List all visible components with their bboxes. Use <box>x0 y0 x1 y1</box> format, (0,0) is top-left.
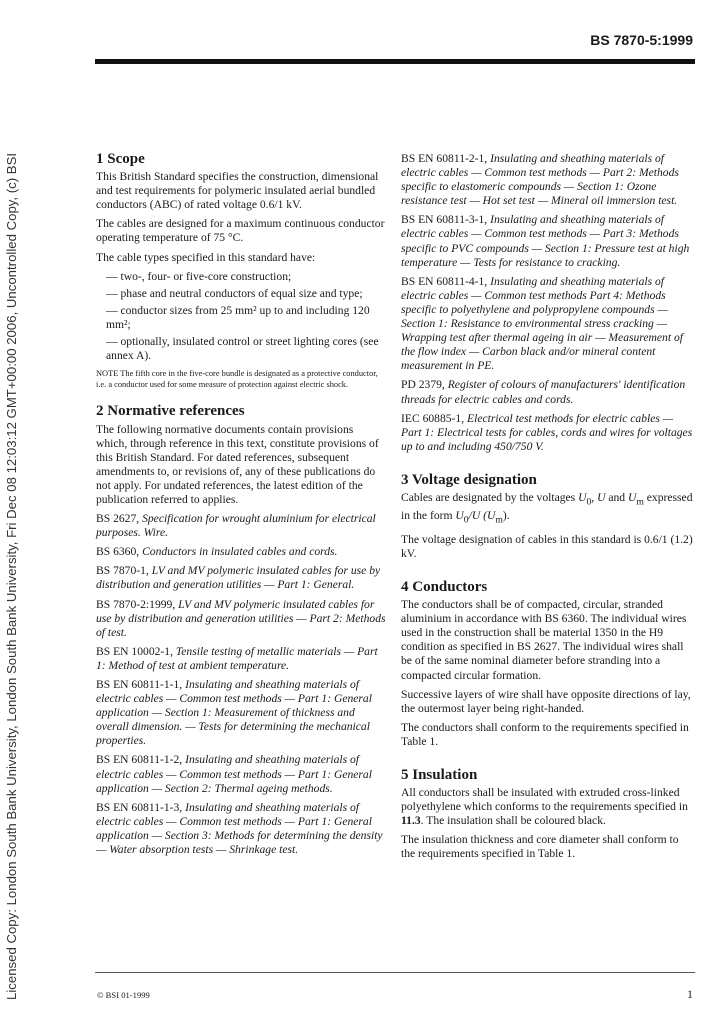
reference-entry: BS 7870-1, LV and MV polymeric insulated cables for use by distribution and generation utilities — Part 1: General. <box>96 564 381 592</box>
section-4-heading: 4 Conductors <box>401 578 488 595</box>
reference-entry: IEC 60885-1, Electrical test methods for electric cables — Part 1: Electrical tests for cables, cords and wires for voltages up to and including 450/750 V. <box>401 411 693 453</box>
section-3-heading: 3 Voltage designation <box>401 471 537 488</box>
reference-entry: BS 6360, Conductors in insulated cables and cords. <box>96 545 338 559</box>
license-banner <box>4 30 28 1015</box>
voltage-paragraph-2: The voltage designation of cables in this standard is 0.6/1 (1.2) kV. <box>401 532 693 560</box>
footer-rule <box>95 972 695 973</box>
section-2-heading: 2 Normative references <box>96 403 245 420</box>
scope-paragraph-2: The cables are designed for a maximum continuous conductor operating temperature of 75 °C. <box>96 217 385 245</box>
header-rule <box>95 59 695 64</box>
reference-entry: BS EN 60811-4-1, Insulating and sheathing materials of electric cables — Common test methods Part 4: Methods specific to polyethylene and polypropylene compounds — Section 1: Resistance to environmental stress cracking — Wrapping test after thermal ageing in air — Measurement of the flow index — Carbon black and/or mineral content measurement in PE. <box>401 274 683 373</box>
list-item: — optionally, insulated control or street lighting cores (see annex A). <box>106 335 379 363</box>
reference-entry: BS EN 60811-2-1, Insulating and sheathing materials of electric cables — Common test methods — Part 2: Methods specific to elastomeric compounds — Section 1: Ozone resistance test — Hot set test — Mineral oil immersion test. <box>401 152 679 208</box>
page-number: 1 <box>687 987 693 1001</box>
voltage-paragraph-1: Cables are designated by the voltages $U_0$, U and $U_m$ expressed in the form $U_0/U$ $(U_m)$. <box>401 490 693 526</box>
reference-entry: BS EN 60811-1-2, Insulating and sheathing materials of electric cables — Common test methods — Part 1: General application — Section 2: Thermal ageing methods. <box>96 753 372 795</box>
reference-entry: BS 2627, Specification for wrought aluminium for electrical purposes. Wire. <box>96 512 376 540</box>
conductors-paragraph-3: The conductors shall conform to the requirements specified in Table 1. <box>401 720 689 748</box>
list-item: — conductor sizes from 25 mm² up to and including 120 mm²; <box>106 303 370 331</box>
right-column <box>401 152 695 867</box>
standard-number: BS 7870-5:1999 <box>590 32 693 48</box>
reference-entry: BS EN 60811-1-1, Insulating and sheathing materials of electric cables — Common test methods — Part 1: General application — Section 1: Measurement of thickness and overall dimension. — Tests for determining the mechanical properties. <box>96 678 372 748</box>
copyright: © BSI 01-1999 <box>97 990 150 1000</box>
section-1-heading: 1 Scope <box>96 151 145 167</box>
left-column <box>96 152 386 862</box>
insulation-paragraph-2: The insulation thickness and core diameter shall conform to the requirements specified in Table 1. <box>401 833 679 861</box>
conductors-paragraph-2: Successive layers of wire shall have opposite directions of lay, the outermost layer being right-handed. <box>401 687 691 715</box>
reference-entry: BS EN 60811-3-1, Insulating and sheathing materials of electric cables — Common test methods — Part 3: Methods specific to PVC compounds — Section 1: Pressure test at high temperature — Tests for resistance to cracking. <box>401 213 690 269</box>
scope-note: NOTE The fifth core in the five-core bundle is designated as a protective conductor, i.e. a conductor used for some measure of protection against electric shock. <box>96 369 378 389</box>
reference-entry: BS 7870-2:1999, LV and MV polymeric insulated cables for use by distribution and generation utilities — Part 2: Methods of test. <box>96 597 386 639</box>
list-item: — phase and neutral conductors of equal size and type; <box>106 286 363 300</box>
scope-paragraph-1: This British Standard specifies the construction, dimensional and test requirements for polymeric insulated aerial bundled conductors (ABC) of rated voltage 0.6/1 kV. <box>96 170 379 212</box>
reference-entry: PD 2379, Register of colours of manufacturers' identification threads for electric cables and cords. <box>401 378 686 406</box>
section-5-heading: 5 Insulation <box>401 767 478 783</box>
list-item: — two-, four- or five-core construction; <box>106 269 292 283</box>
conductors-paragraph-1: The conductors shall be of compacted, circular, stranded aluminium in accordance with BS 6360. The individual wires used in the construction shall be material 1350 in the H9 condition as specified in BS 2627. The individual wires shall be of the same nominal diameter before stranding into a compacted circular formation. <box>401 598 687 682</box>
scope-paragraph-3: The cable types specified in this standard have: <box>96 250 316 264</box>
reference-entry: BS EN 60811-1-3, Insulating and sheathing materials of electric cables — Common test methods — Part 1: General application — Section 3: Methods for determining the density — Water absorption tests — Shrinkage test. <box>96 800 383 857</box>
insulation-paragraph-1: All conductors shall be insulated with extruded cross-linked polyethylene which conforms to the requirements specified in 11.3. The insulation shall be coloured black. <box>401 786 688 828</box>
license-banner-text: Licensed Copy: London South Bank University, London South Bank University, Fri Dec 08 12:03:12 GMT+00:00 2006, Uncontrolled Copy, (c) BSI <box>4 152 19 1000</box>
reference-entry: BS EN 10002-1, Tensile testing of metallic materials — Part 1: Method of test at ambient temperature. <box>96 644 378 672</box>
normative-intro: The following normative documents contain provisions which, through reference in this text, constitute provisions of this British Standard. For dated references, subsequent amendments to, or revisions of, any of these publications do not apply. For undated references, the latest edition of the publication referred to applies. <box>96 422 379 506</box>
